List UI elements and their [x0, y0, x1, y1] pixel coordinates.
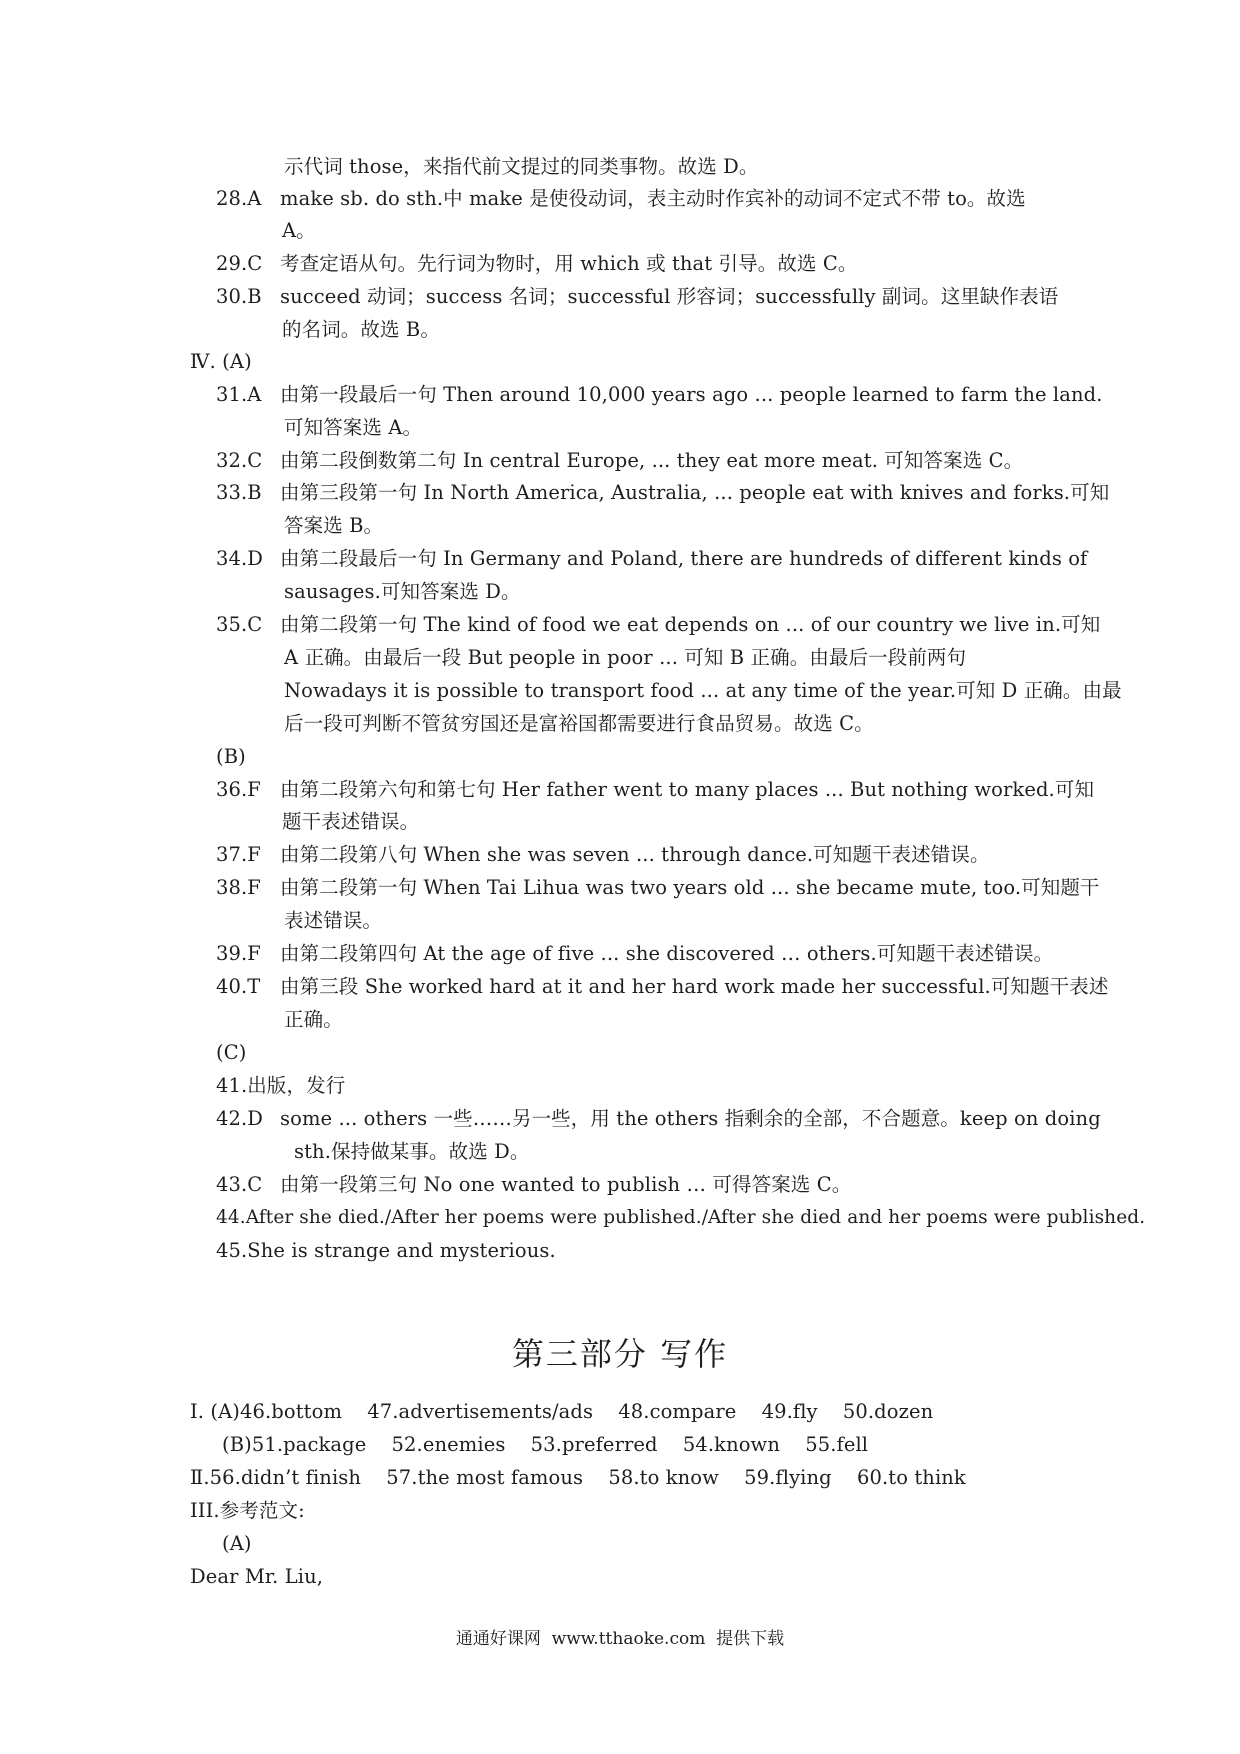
question-number: 37.F	[216, 843, 261, 866]
answer-line	[216, 481, 1109, 505]
answer-line	[216, 613, 1100, 637]
answer-text: sth.保持做某事。故选 D。	[294, 1140, 530, 1163]
answer-line	[216, 975, 1108, 999]
answer-line	[282, 810, 419, 834]
letter-salutation: Dear Mr. Liu,	[190, 1565, 324, 1588]
question-number: 42.D	[216, 1107, 264, 1130]
answer-text: 示代词 those，来指代前文提过的同类事物。故选 D。	[284, 155, 759, 178]
answer-text: succeed 动词；success 名词；successful 形容词；successfully 副词。这里缺作表语	[280, 285, 1059, 308]
answer-line	[216, 547, 1087, 571]
writing-line: III.参考范文:	[190, 1499, 305, 1522]
answer-line	[216, 285, 1058, 309]
answer-text: 正确。	[284, 1008, 343, 1031]
answer-text: 41.出版，发行	[216, 1074, 346, 1097]
answer-text: 考查定语从句。先行词为物时，用 which 或 that 引导。故选 C。	[280, 252, 858, 275]
answer-line	[216, 1107, 1101, 1131]
section-label	[190, 350, 252, 374]
answer-line	[216, 942, 1053, 966]
question-number: 32.C	[216, 449, 263, 472]
answer-line	[216, 449, 1023, 473]
answer-text: 题干表述错误。	[282, 810, 420, 833]
answer-text: A 正确。由最后一段 But people in poor ... 可知 B 正确。由最后一段前两句	[284, 646, 967, 669]
question-number: 30.B	[216, 285, 262, 308]
page-footer: 通通好课网 www.tthaoke.com 提供下载	[455, 1629, 785, 1649]
answer-text: 由第二段第一句 When Tai Lihua was two years old ... she became mute, too.可知题干	[280, 876, 1100, 899]
question-number: 38.F	[216, 876, 261, 899]
question-number: 29.C	[216, 252, 263, 275]
answer-line	[284, 155, 759, 179]
section-title: 第三部分 写作	[511, 1335, 729, 1373]
question-number: 43.C	[216, 1173, 263, 1196]
answer-line	[216, 1074, 345, 1098]
writing-line: (B)51.package 52.enemies 53.preferred 54.known 55.fell	[222, 1433, 869, 1456]
answer-text: 答案选 B。	[284, 514, 384, 537]
answer-text: 由第二段第四句 At the age of five ... she discovered … others.可知题干表述错误。	[280, 942, 1054, 965]
answer-line	[284, 1008, 343, 1032]
question-number: 35.C	[216, 613, 263, 636]
answer-text: A。	[282, 219, 316, 242]
answer-text: 由第二段第一句 The kind of food we eat depends on ... of our country we live in.可知	[280, 613, 1101, 636]
question-number: 34.D	[216, 547, 264, 570]
answer-line	[284, 646, 966, 670]
answer-line	[216, 1206, 1145, 1230]
answer-line	[284, 679, 1122, 703]
answer-line	[282, 318, 440, 342]
answer-text: make sb. do sth.中 make 是使役动词，表主动时作宾补的动词不定式不带 to。故选	[280, 187, 1026, 210]
writing-line: (A)	[222, 1532, 252, 1555]
answer-text: 由第三段第一句 In North America, Australia, ... people eat with knives and forks.可知	[280, 481, 1110, 504]
answer-text: 由第三段 She worked hard at it and her hard work made her successful.可知题干表述	[280, 975, 1109, 998]
answer-text: some ... others 一些……另一些，用 the others 指剩余的全部，不合题意。keep on doing	[280, 1107, 1101, 1130]
question-number: 36.F	[216, 778, 261, 801]
answer-line	[284, 580, 521, 604]
question-number: 40.T	[216, 975, 261, 998]
answer-text: 表述错误。	[284, 909, 383, 932]
answer-line	[294, 1140, 529, 1164]
question-number: 31.A	[216, 383, 262, 406]
answer-line	[216, 876, 1100, 900]
section-label	[216, 1041, 246, 1065]
answer-line	[284, 514, 383, 538]
answer-line	[216, 1239, 556, 1263]
answer-line	[216, 383, 1103, 407]
writing-line: Ⅰ. (A)46.bottom 47.advertisements/ads 48.compare 49.fly 50.dozen	[190, 1400, 934, 1423]
answer-text: 的名词。故选 B。	[282, 318, 440, 341]
answer-text: 由第一段第三句 No one wanted to publish … 可得答案选 C。	[280, 1173, 852, 1196]
answer-text: 由第一段最后一句 Then around 10,000 years ago ... people learned to farm the land.	[280, 383, 1103, 406]
writing-line: Ⅱ.56.didn’t finish 57.the most famous 58.to know 59.flying 60.to think	[190, 1466, 966, 1489]
answer-line	[216, 1173, 851, 1197]
answer-line	[216, 187, 1026, 211]
question-number: 33.B	[216, 481, 262, 504]
answer-text: 由第二段第八句 When she was seven ... through dance.可知题干表述错误。	[280, 843, 990, 866]
answer-text: 后一段可判断不管贫穷国还是富裕国都需要进行食品贸易。故选 C。	[284, 712, 874, 735]
section-label	[216, 745, 246, 769]
answer-text: 44.After she died./After her poems were published./After she died and her poems were published.	[216, 1207, 1146, 1228]
answer-line	[284, 712, 874, 736]
answer-text: Nowadays it is possible to transport food ... at any time of the year.可知 D 正确。由最	[284, 679, 1122, 702]
answer-text: sausages.可知答案选 D。	[284, 580, 521, 603]
answer-line	[216, 778, 1094, 802]
answer-text: 由第二段最后一句 In Germany and Poland, there are hundreds of different kinds of	[280, 547, 1088, 570]
answer-text: 由第二段第六句和第七句 Her father went to many places ... But nothing worked.可知	[280, 778, 1095, 801]
answer-text: 45.She is strange and mysterious.	[216, 1239, 556, 1262]
answer-line	[284, 416, 422, 440]
question-number: 28.A	[216, 187, 262, 210]
question-number: 39.F	[216, 942, 261, 965]
answer-text: 可知答案选 A。	[284, 416, 423, 439]
section-label-text: Ⅳ. (A)	[190, 350, 252, 373]
answer-line	[216, 252, 857, 276]
section-label-text: (B)	[216, 745, 246, 768]
section-label-text: (C)	[216, 1041, 247, 1064]
answer-text: 由第二段倒数第二句 In central Europe, ... they eat more meat. 可知答案选 C。	[280, 449, 1024, 472]
answer-line	[282, 219, 316, 243]
answer-line	[216, 843, 990, 867]
answer-line	[284, 909, 382, 933]
